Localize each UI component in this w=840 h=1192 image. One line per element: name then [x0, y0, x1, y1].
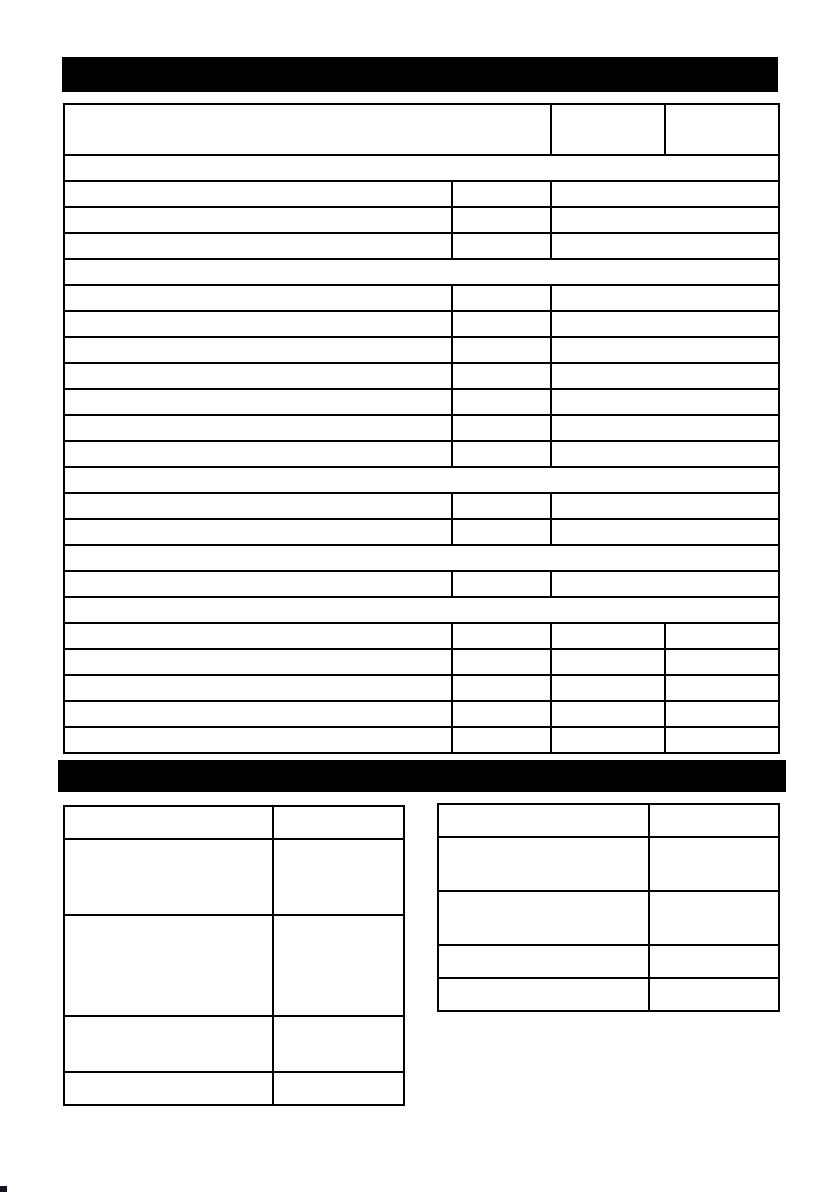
form-cell: [438, 804, 649, 837]
form-cell: [438, 978, 649, 1011]
form-cell: [665, 623, 779, 649]
table-row: [64, 337, 779, 363]
table-row: [64, 415, 779, 441]
table-row: [64, 519, 779, 545]
form-cell: [665, 649, 779, 675]
form-cell: [64, 806, 273, 839]
form-cell: [452, 181, 551, 207]
form-cell: [64, 727, 452, 753]
table-row: [64, 207, 779, 233]
form-cell: [452, 389, 551, 415]
bottom-right-table: [437, 803, 780, 1012]
form-cell: [64, 363, 452, 389]
form-cell: [551, 104, 665, 155]
table-row: [64, 181, 779, 207]
form-cell: [273, 915, 404, 1016]
table-row: [64, 155, 779, 181]
form-cell: [649, 804, 779, 837]
table-row: [64, 1016, 404, 1072]
form-cell: [551, 675, 665, 701]
form-cell: [64, 675, 452, 701]
table-row: [64, 915, 404, 1016]
form-cell: [452, 623, 551, 649]
form-cell: [551, 389, 779, 415]
table-row: [64, 701, 779, 727]
table-row: [64, 571, 779, 597]
form-cell: [64, 441, 452, 467]
form-cell: [64, 389, 452, 415]
form-cell: [438, 891, 649, 945]
form-cell: [64, 1072, 273, 1105]
form-cell: [452, 519, 551, 545]
form-cell: [273, 1016, 404, 1072]
form-cell: [452, 415, 551, 441]
form-cell: [64, 311, 452, 337]
form-cell: [551, 181, 779, 207]
form-cell: [64, 104, 551, 155]
table-row: [64, 839, 404, 915]
form-cell: [665, 104, 779, 155]
form-cell: [64, 155, 779, 181]
form-cell: [64, 571, 452, 597]
table-row: [64, 623, 779, 649]
table-row: [438, 891, 779, 945]
form-cell: [452, 649, 551, 675]
table-row: [438, 945, 779, 978]
form-cell: [64, 545, 779, 571]
form-cell: [452, 675, 551, 701]
form-cell: [649, 891, 779, 945]
form-cell: [273, 806, 404, 839]
form-cell: [64, 1016, 273, 1072]
form-cell: [64, 233, 452, 259]
table-row: [64, 675, 779, 701]
form-cell: [438, 945, 649, 978]
table-row: [64, 389, 779, 415]
table-row: [64, 104, 779, 155]
form-cell: [665, 675, 779, 701]
table-row: [64, 311, 779, 337]
form-cell: [665, 727, 779, 753]
form-cell: [665, 701, 779, 727]
table-row: [64, 597, 779, 623]
form-cell: [551, 337, 779, 363]
form-cell: [551, 363, 779, 389]
table-row: [438, 978, 779, 1011]
table-row: [438, 804, 779, 837]
form-cell: [649, 945, 779, 978]
table-row: [64, 806, 404, 839]
form-cell: [452, 207, 551, 233]
form-cell: [551, 623, 665, 649]
form-cell: [452, 441, 551, 467]
form-cell: [551, 493, 779, 519]
table-row: [64, 259, 779, 285]
scan-speck: [0, 1186, 7, 1192]
table-row: [64, 285, 779, 311]
form-cell: [551, 571, 779, 597]
form-cell: [551, 285, 779, 311]
form-cell: [551, 519, 779, 545]
form-cell: [649, 837, 779, 891]
form-cell: [438, 837, 649, 891]
form-cell: [64, 415, 452, 441]
top-section-header-bar: [62, 57, 778, 92]
form-cell: [551, 441, 779, 467]
form-cell: [64, 181, 452, 207]
bottom-section-header-bar: [58, 760, 786, 792]
form-cell: [64, 259, 779, 285]
table-row: [64, 467, 779, 493]
form-cell: [551, 311, 779, 337]
form-cell: [64, 207, 452, 233]
form-cell: [64, 701, 452, 727]
form-cell: [551, 415, 779, 441]
table-row: [64, 1072, 404, 1105]
form-cell: [273, 839, 404, 915]
form-cell: [452, 337, 551, 363]
form-cell: [551, 207, 779, 233]
table-row: [64, 649, 779, 675]
form-cell: [452, 233, 551, 259]
form-cell: [452, 285, 551, 311]
form-cell: [64, 467, 779, 493]
table-row: [64, 233, 779, 259]
form-cell: [452, 701, 551, 727]
form-cell: [452, 571, 551, 597]
form-cell: [64, 493, 452, 519]
form-cell: [64, 623, 452, 649]
table-row: [64, 441, 779, 467]
form-cell: [64, 839, 273, 915]
table-row: [64, 363, 779, 389]
form-cell: [551, 727, 665, 753]
form-cell: [452, 363, 551, 389]
form-cell: [551, 233, 779, 259]
form-cell: [649, 978, 779, 1011]
table-row: [64, 493, 779, 519]
form-cell: [452, 311, 551, 337]
form-cell: [452, 493, 551, 519]
form-cell: [64, 285, 452, 311]
form-cell: [273, 1072, 404, 1105]
form-cell: [64, 597, 779, 623]
form-cell: [64, 649, 452, 675]
form-cell: [64, 337, 452, 363]
form-cell: [452, 727, 551, 753]
bottom-left-table: [63, 805, 405, 1106]
form-cell: [64, 519, 452, 545]
table-row: [438, 837, 779, 891]
table-row: [64, 545, 779, 571]
form-cell: [551, 649, 665, 675]
form-cell: [64, 915, 273, 1016]
table-row: [64, 727, 779, 753]
form-cell: [551, 701, 665, 727]
main-form-table: [63, 103, 780, 754]
